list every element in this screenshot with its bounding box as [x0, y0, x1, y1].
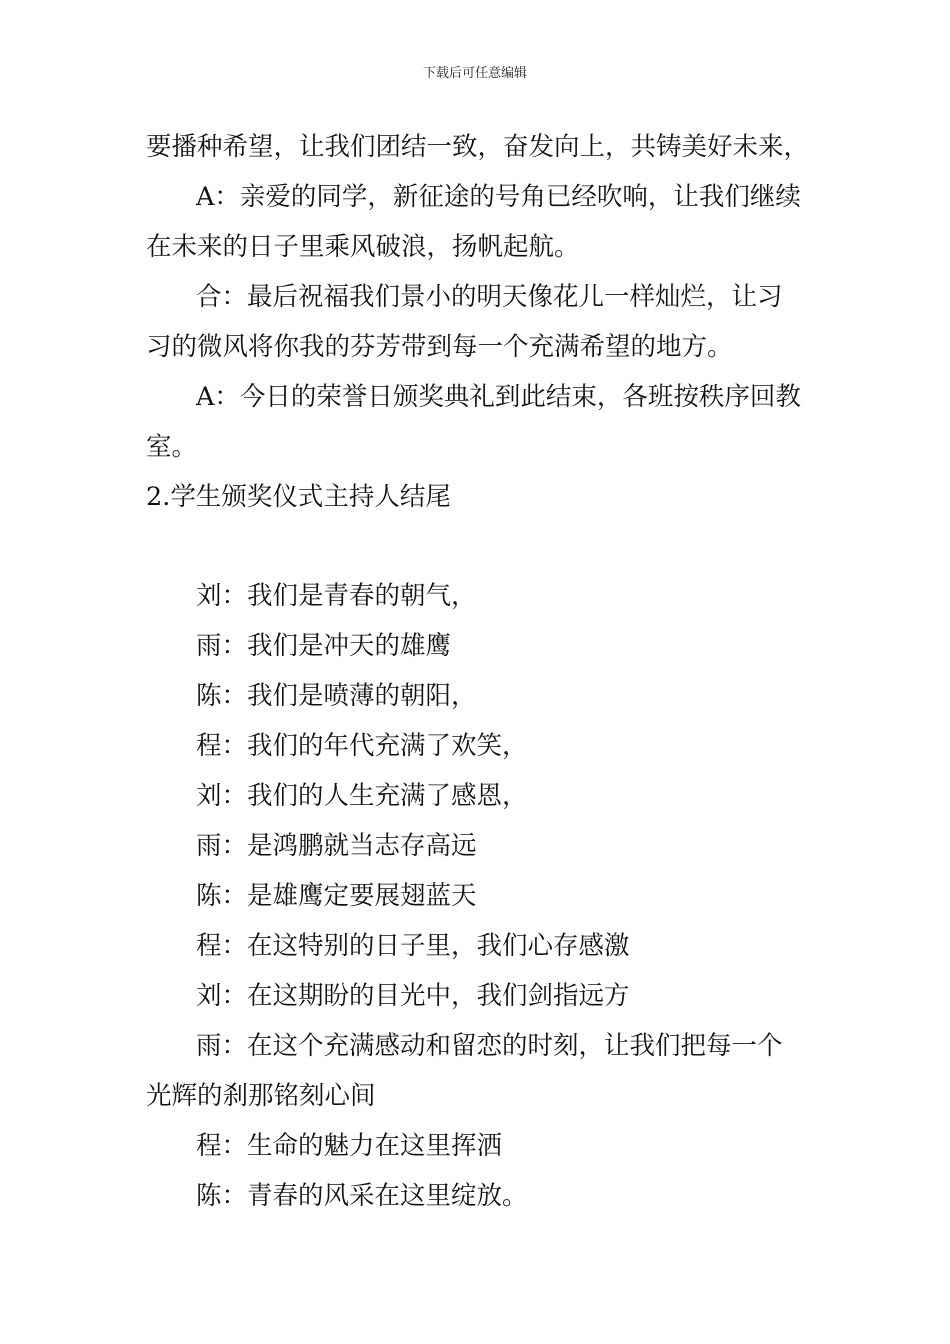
dialogue-line: 光辉的刹那铭刻心间 [146, 1081, 376, 1111]
dialogue-line: 刘：在这期盼的目光中，我们剑指远方 [196, 981, 630, 1011]
dialogue-line: 雨：我们是冲天的雄鹰 [196, 631, 452, 661]
dialogue-line: 陈：我们是喷薄的朝阳， [196, 681, 477, 711]
dialogue-line: 陈：青春的风采在这里绽放。 [196, 1181, 528, 1211]
paragraph-line: 合：最后祝福我们景小的明天像花儿一样灿烂，让习 [196, 282, 783, 312]
dialogue-line: 程：在这特别的日子里，我们心存感激 [196, 931, 630, 961]
paragraph-line: 要播种希望，让我们团结一致，奋发向上，共铸美好未来， [146, 132, 810, 162]
paragraph-line: 室。 [146, 432, 198, 462]
dialogue-line: 刘：我们是青春的朝气， [196, 581, 477, 611]
paragraph-line: A：今日的荣誉日颁奖典礼到此结束，各班按秩序回教 [196, 382, 801, 412]
dialogue-line: 刘：我们的人生充满了感恩， [196, 781, 528, 811]
page-header: 下载后可任意编辑 [422, 66, 527, 81]
dialogue-line: 程：生命的魅力在这里挥洒 [196, 1131, 503, 1161]
dialogue-line: 陈：是雄鹰定要展翅蓝天 [196, 881, 477, 911]
paragraph-line: 习的微风将你我的芬芳带到每一个充满希望的地方。 [146, 332, 733, 362]
dialogue-line: 雨：在这个充满感动和留恋的时刻，让我们把每一个 [196, 1031, 783, 1061]
paragraph-line: A：亲爱的同学，新征途的号角已经吹响，让我们继续 [196, 182, 801, 212]
dialogue-line: 雨：是鸿鹏就当志存高远 [196, 831, 477, 861]
section-heading: 2.学生颁奖仪式主持人结尾 [146, 482, 451, 512]
paragraph-line: 在未来的日子里乘风破浪，扬帆起航。 [146, 232, 580, 262]
dialogue-line: 程：我们的年代充满了欢笑， [196, 731, 528, 761]
